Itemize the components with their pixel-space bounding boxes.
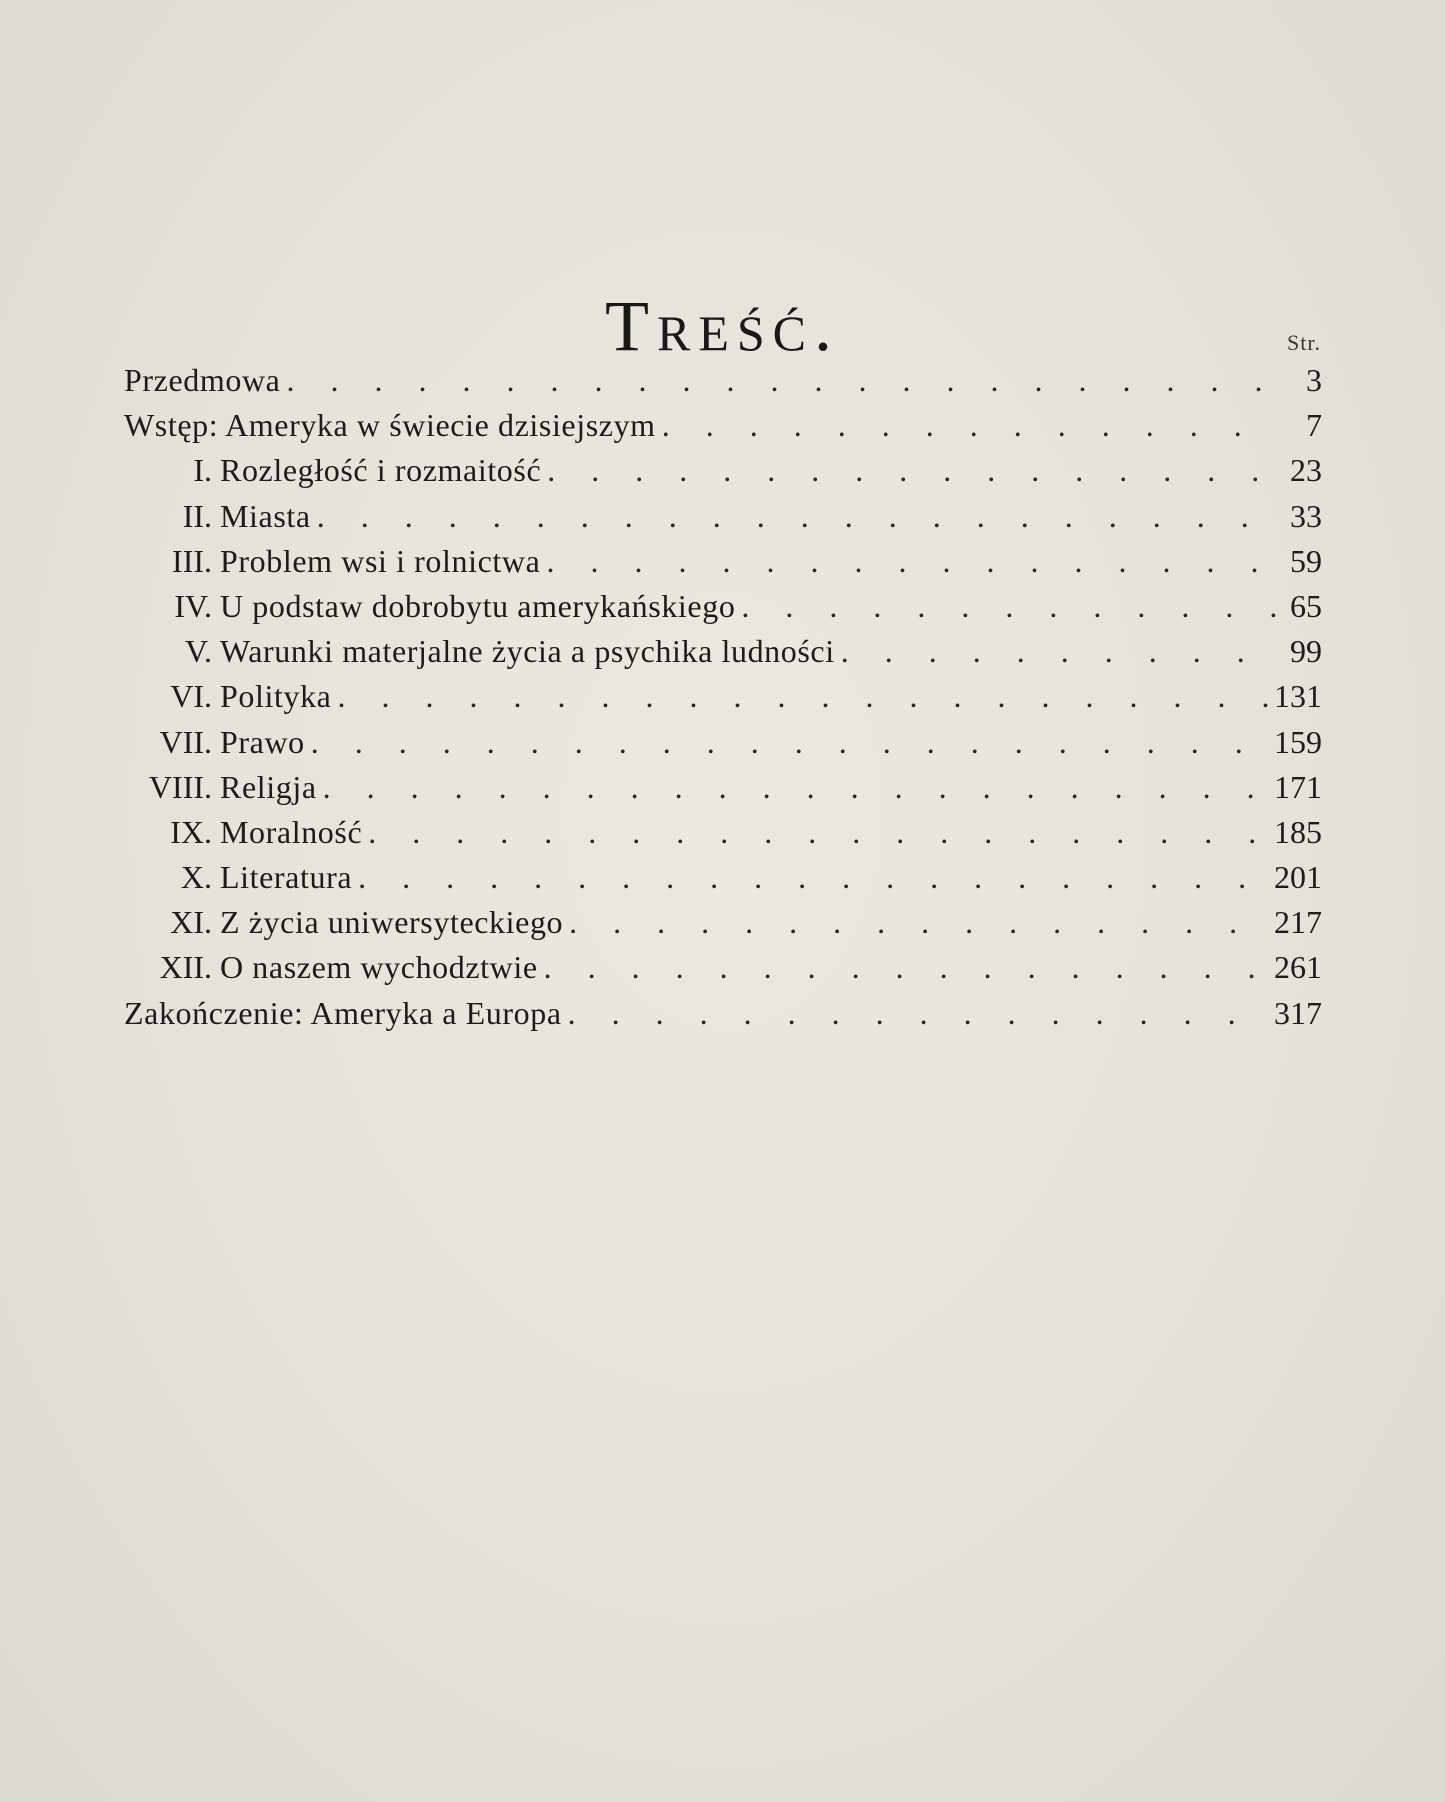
dot-leader xyxy=(337,674,1268,719)
toc-entry-chapter-4 xyxy=(124,584,1322,629)
dot-leader xyxy=(568,991,1268,1036)
toc-entry-title: Problem wsi i rolnictwa xyxy=(220,542,541,579)
chapter-number: VIII. xyxy=(148,768,212,805)
toc-entry-title: Polityka xyxy=(220,678,332,715)
dot-leader xyxy=(841,629,1276,674)
toc-entry-page: 185 xyxy=(1274,813,1322,850)
toc-entry-title: Zakończenie: Ameryka a Europa xyxy=(124,994,562,1031)
dot-leader xyxy=(569,900,1268,945)
toc-entry-chapter-12 xyxy=(124,945,1322,990)
toc-entry-chapter-8 xyxy=(124,765,1322,810)
chapter-number: V. xyxy=(185,633,212,670)
toc-entry-page: 217 xyxy=(1274,904,1322,941)
toc-entry-preface xyxy=(124,358,1322,403)
toc-entry-title: Literatura xyxy=(220,859,353,896)
toc-entry-conclusion xyxy=(124,991,1322,1036)
toc-entry-page: 7 xyxy=(1306,407,1322,444)
chapter-number: XI. xyxy=(170,904,212,941)
dot-leader xyxy=(323,765,1268,810)
dot-leader xyxy=(317,494,1276,539)
toc-entry-page: 201 xyxy=(1274,859,1322,896)
toc-entry-page: 99 xyxy=(1290,633,1322,670)
toc-entry-chapter-11 xyxy=(124,900,1322,945)
dot-leader xyxy=(662,403,1276,448)
toc-entry-page: 65 xyxy=(1290,587,1322,624)
toc-entry-title: Religja xyxy=(220,768,317,805)
toc-entry-title: Z życia uniwersyteckiego xyxy=(220,904,564,941)
toc-entry-chapter-3 xyxy=(124,539,1322,584)
toc-entry-title: Prawo xyxy=(220,723,305,760)
toc-entry-title: Przedmowa xyxy=(124,362,281,398)
toc-entry-title: Rozległość i rozmaitość xyxy=(220,452,542,489)
dot-leader xyxy=(311,720,1268,765)
toc-entry-page: 3 xyxy=(1306,362,1322,398)
toc-entry-title: U podstaw dobrobytu amerykańskiego xyxy=(220,587,736,624)
toc-entry-introduction xyxy=(124,403,1322,448)
toc-entry-title: Moralność xyxy=(220,813,363,850)
dot-leader xyxy=(286,358,1276,403)
chapter-number: VII. xyxy=(159,723,212,760)
page-column-label: Str. xyxy=(1287,330,1321,355)
toc-entry-chapter-10 xyxy=(124,855,1322,900)
chapter-number: IV. xyxy=(174,587,212,624)
toc-entry-page: 59 xyxy=(1290,542,1322,579)
toc-entry-chapter-6 xyxy=(124,674,1322,719)
toc-entry-page: 23 xyxy=(1290,452,1322,489)
chapter-number: II. xyxy=(182,497,212,534)
chapter-number: XII. xyxy=(159,949,212,986)
toc-entry-page: 171 xyxy=(1274,768,1322,805)
chapter-number: VI. xyxy=(170,678,212,715)
toc-entry-chapter-1 xyxy=(124,448,1322,493)
toc-entry-page: 317 xyxy=(1274,994,1322,1031)
chapter-number: IX. xyxy=(170,813,212,850)
table-of-contents xyxy=(124,358,1322,1036)
toc-entry-page: 131 xyxy=(1274,678,1322,715)
chapter-number: I. xyxy=(193,452,212,489)
dot-leader xyxy=(547,448,1276,493)
toc-entry-page: 261 xyxy=(1274,949,1322,986)
toc-entry-title: Miasta xyxy=(220,497,311,534)
dot-leader xyxy=(544,945,1268,990)
toc-entry-chapter-7 xyxy=(124,720,1322,765)
toc-entry-chapter-5 xyxy=(124,629,1322,674)
toc-entry-title: O naszem wychodztwie xyxy=(220,949,538,986)
toc-entry-chapter-9 xyxy=(124,810,1322,855)
page-title: Treść. xyxy=(604,286,841,367)
toc-entry-page: 33 xyxy=(1290,497,1322,534)
toc-entry-chapter-2 xyxy=(124,494,1322,539)
chapter-number: X. xyxy=(180,859,212,896)
dot-leader xyxy=(546,539,1276,584)
toc-entry-title: Wstęp: Ameryka w świecie dzisiejszym xyxy=(124,407,656,444)
toc-entry-title: Warunki materjalne życia a psychika ludności xyxy=(220,633,835,670)
dot-leader xyxy=(741,584,1276,629)
toc-entry-page: 159 xyxy=(1274,723,1322,760)
chapter-number: III. xyxy=(172,542,212,579)
dot-leader xyxy=(368,810,1268,855)
dot-leader xyxy=(358,855,1268,900)
